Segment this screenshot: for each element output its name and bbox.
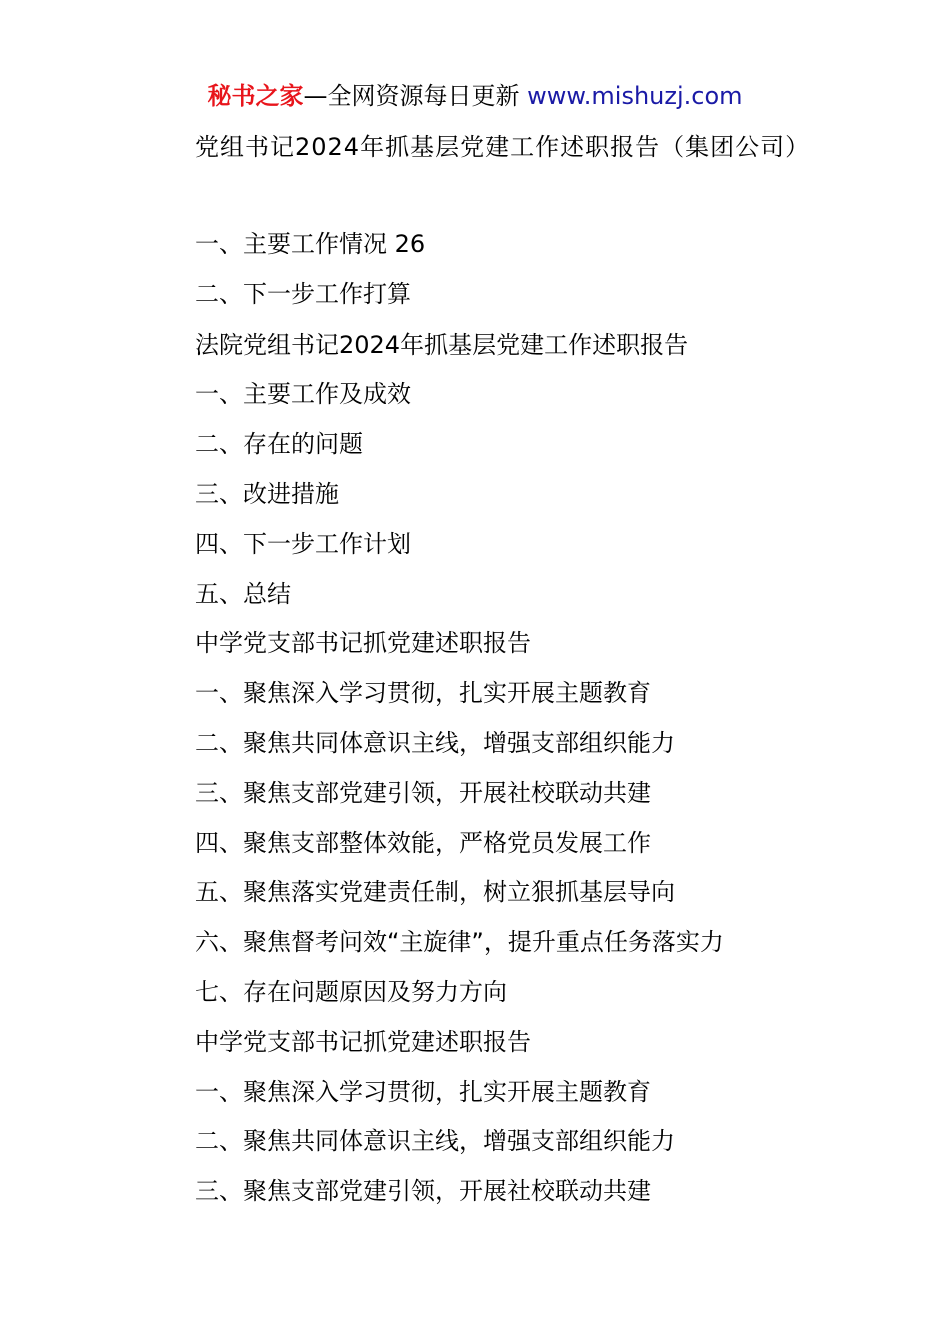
toc-line: 二、聚焦共同体意识主线，增强支部组织能力	[195, 729, 675, 757]
toc-line: 二、聚焦共同体意识主线，增强支部组织能力	[195, 1127, 675, 1155]
toc-line: 三、改进措施	[195, 480, 339, 508]
toc-line: 四、下一步工作计划	[195, 530, 411, 558]
document-title: 党组书记2024年抓基层党建工作述职报告（集团公司）	[195, 133, 811, 161]
toc-line: 二、存在的问题	[195, 430, 363, 458]
toc-line: 一、聚焦深入学习贯彻，扎实开展主题教育	[195, 679, 651, 707]
toc-line: 一、主要工作情况 26	[195, 230, 426, 258]
section-title: 法院党组书记2024年抓基层党建工作述职报告	[195, 331, 689, 359]
toc-line: 一、主要工作及成效	[195, 380, 411, 408]
header-tagline: —全网资源每日更新	[303, 82, 520, 110]
section-title: 中学党支部书记抓党建述职报告	[195, 1028, 531, 1056]
toc-line: 一、聚焦深入学习贯彻，扎实开展主题教育	[195, 1078, 651, 1106]
toc-line: 三、聚焦支部党建引领，开展社校联动共建	[195, 779, 651, 807]
toc-line: 五、总结	[195, 580, 291, 608]
toc-line: 六、聚焦督考问效“主旋律”，提升重点任务落实力	[195, 928, 724, 956]
toc-line: 四、聚焦支部整体效能，严格党员发展工作	[195, 829, 651, 857]
toc-line: 三、聚焦支部党建引领，开展社校联动共建	[195, 1177, 651, 1205]
site-url-link[interactable]: www.mishuzj.com	[527, 82, 743, 110]
toc-line: 五、聚焦落实党建责任制，树立狠抓基层导向	[195, 878, 675, 906]
site-header	[0, 80, 950, 112]
toc-line: 二、下一步工作打算	[195, 280, 411, 308]
toc-line: 七、存在问题原因及努力方向	[195, 978, 507, 1006]
section-title: 中学党支部书记抓党建述职报告	[195, 629, 531, 657]
brand-name: 秘书之家	[207, 82, 304, 110]
